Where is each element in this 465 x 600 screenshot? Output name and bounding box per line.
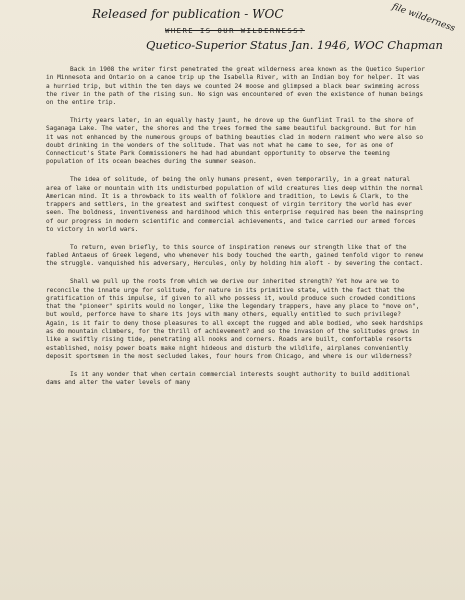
paragraph: To return, even briefly, to this source of inspiration renews our strength like that of the fabled Antaeus of Greek legend, who whenever his body touched the earth, gained tenfold vigor to renew the struggle. vanquished his adversary, Hercules, only by holding him aloft - by severing the contact.	[46, 243, 424, 268]
handwritten-file-note: file wilderness	[390, 2, 457, 35]
paragraph: Shall we pull up the roots from which we derive our inherited strength? Yet how are we to reconcile the innate urge for solitude, for nature in its primitive state, with the fact that the gratification of this impulse, if given to all who possess it, would produce such crowded conditions that the "pioneer" spirits would no longer, like the legendary trappers, have any place to "move on", but would, perforce have to share its joys with many others, equally entitled to such privilege? Again, is it fair to deny those pleasures to all except the rugged and able bodied, who seek hardships as do mountain climbers, for the thrill of achievement? and so the invasion of the solitudes grows in like a swiftly rising tide, penetrating all nooks and corners. Roads are built, comfortable resorts established, noisy power boats make night hideous and disturb the wildlife, airplanes conveniently deposit sportsmen in the most secluded lakes, four hours from Chicago, and where is our wilderness?	[46, 278, 424, 360]
paragraph: Is it any wonder that when certain commercial interests sought authority to build additional dams and alter the water levels of many	[46, 370, 411, 386]
paragraph: Thirty years later, in an equally hasty jaunt, he drove up the Gunflint Trail to the shore of Saganaga Lake. The water, the shores and the trees formed the same beautiful background. But for him it was not enhanced by the numerous groups of bathing beauties clad in modern raiment who were also so doubt drinking in the wonders of the solitude. That was not what he came to see, for as one of Connecticut's State Park Commissioners he had had abundant opportunity to observe the teeming population of its ocean beaches during the summer season.	[46, 116, 424, 166]
article-body	[46, 66, 426, 387]
paragraph: Back in 1908 the writer first penetrated the great wilderness area known as the Quetico Superior in Minnesota and Ontario on a canoe trip up the Isabella River, with an Indian boy for helper. It was a hurried trip, but within the ten days we counted 24 moose and glimpsed a black bear swimming across the river in the path of the rising sun. No sign was encountered of even the existence of human beings on the entire trip.	[46, 66, 425, 107]
page-title: WHERE IS OUR WILDERNESS?	[165, 26, 305, 35]
paragraph: The idea of solitude, of being the only humans present, even temporarily, in a great natural area of lake or mountain with its undisturbed population of wild creatures lies deep within the normal American mind. It is a throwback to its wealth of folklore and tradition, to Lewis & Clark, to the trappers and settlers, in the greatest and swiftest conquest of virgin territory the world has ever seen. The boldness, inventiveness and hardihood which this enterprise required has been the mainspring of our progress in modern scientific and commercial achievements, and twice carried our armed forces to victory in world wars.	[46, 176, 424, 234]
handwritten-publication-note: Quetico-Superior Status Jan. 1946, WOC Chapman	[146, 38, 443, 52]
handwritten-release-note: Released for publication - WOC	[92, 7, 284, 21]
